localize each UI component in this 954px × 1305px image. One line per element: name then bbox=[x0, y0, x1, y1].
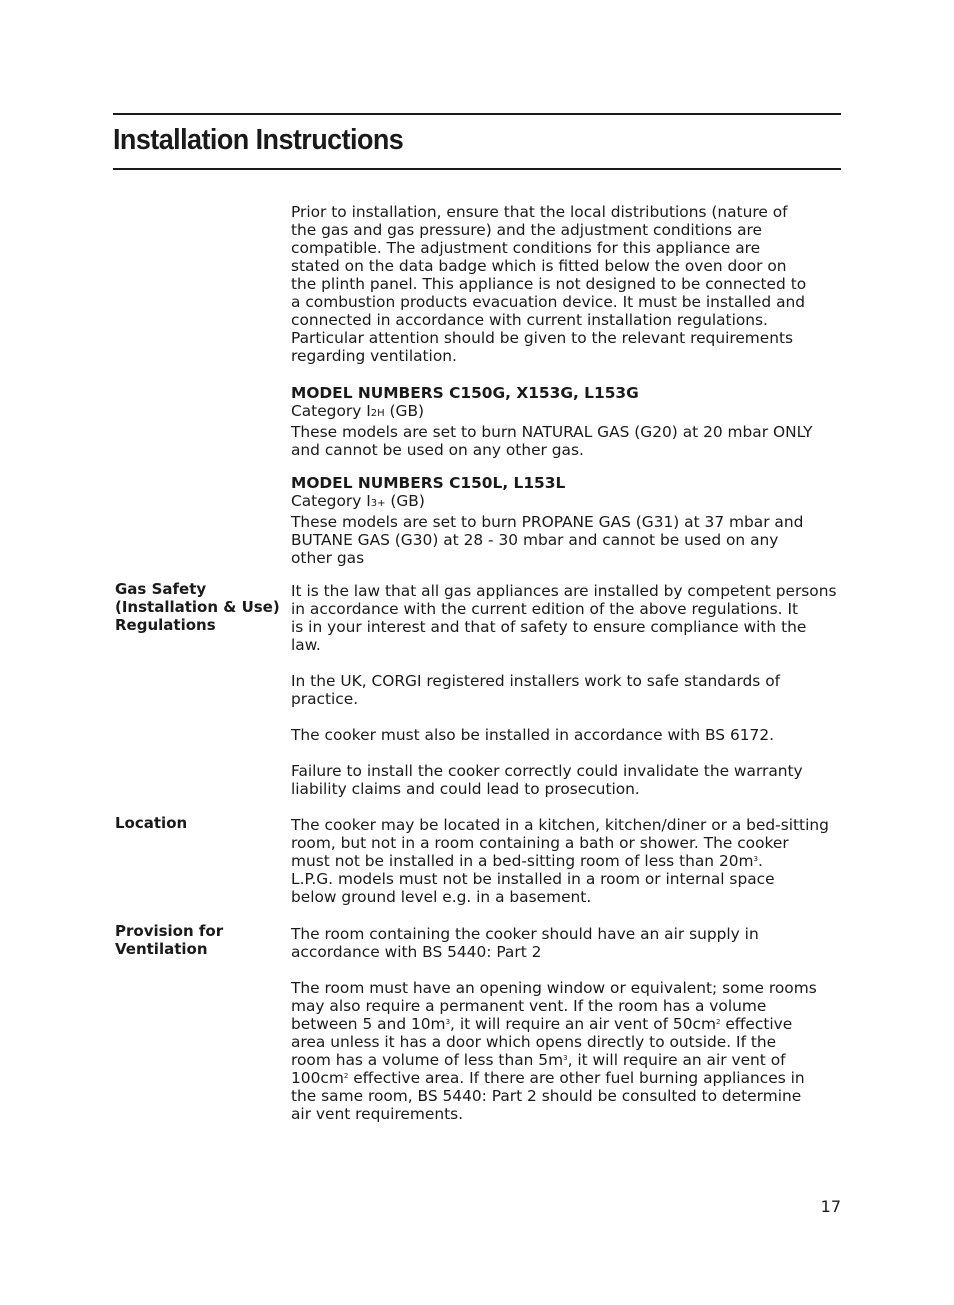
gas-safety-para-3 bbox=[291, 726, 843, 744]
page-title: Installation Instructions bbox=[113, 124, 404, 156]
category-prefix: Category I bbox=[291, 492, 371, 510]
text-line: other gas bbox=[291, 549, 365, 567]
text-line bbox=[291, 1069, 843, 1087]
category-prefix: Category I bbox=[291, 402, 371, 420]
text-line: stated on the data badge which is fitted below the oven door on bbox=[291, 257, 787, 275]
text-span: , it will require an air vent of bbox=[567, 1051, 786, 1069]
superscript: 3 bbox=[445, 1018, 451, 1026]
text-line: These models are set to burn NATURAL GAS (G20) at 20 mbar ONLY bbox=[291, 423, 813, 441]
text-span: , it will require an air vent of 50cm bbox=[450, 1015, 716, 1033]
category-suffix: (GB) bbox=[384, 402, 425, 420]
model-heading: MODEL NUMBERS C150G, X153G, L153G bbox=[291, 384, 639, 402]
section-label-ventilation bbox=[115, 922, 285, 958]
text-span: 100cm bbox=[291, 1069, 344, 1087]
category-subscript: 3+ bbox=[370, 498, 386, 509]
text-line: Prior to installation, ensure that the local distributions (nature of bbox=[291, 203, 788, 221]
text-line: compatible. The adjustment conditions for this appliance are bbox=[291, 239, 761, 257]
text-span: effective area. If there are other fuel burning appliances in bbox=[348, 1069, 805, 1087]
intro-paragraph bbox=[291, 203, 843, 365]
text-line: below ground level e.g. in a basement. bbox=[291, 888, 592, 906]
category-suffix: (GB) bbox=[385, 492, 425, 510]
text-line bbox=[291, 1015, 843, 1033]
text-line: Failure to install the cooker correctly could invalidate the warranty bbox=[291, 762, 803, 780]
category-line bbox=[291, 402, 843, 423]
superscript: 3 bbox=[753, 855, 758, 863]
gas-safety-para-1 bbox=[291, 582, 843, 654]
text-line: in accordance with the current edition of the above regulations. It bbox=[291, 600, 799, 618]
page-number: 17 bbox=[820, 1197, 841, 1216]
text-line: Particular attention should be given to the relevant requirements bbox=[291, 329, 794, 347]
superscript: 2 bbox=[715, 1018, 721, 1026]
text-line: may also require a permanent vent. If the room has a volume bbox=[291, 997, 767, 1015]
text-line: room, but not in a room containing a bath or shower. The cooker bbox=[291, 834, 789, 852]
header-bottom-rule bbox=[113, 168, 841, 170]
label-line: Gas Safety bbox=[115, 580, 207, 598]
text-line: connected in accordance with current installation regulations. bbox=[291, 311, 768, 329]
text-line: the same room, BS 5440: Part 2 should be consulted to determine bbox=[291, 1087, 802, 1105]
text-line bbox=[291, 1051, 843, 1069]
text-line: The room must have an opening window or equivalent; some rooms bbox=[291, 979, 817, 997]
text-span: between 5 and 10m bbox=[291, 1015, 446, 1033]
text-line: law. bbox=[291, 636, 321, 654]
label-line: Regulations bbox=[115, 616, 216, 634]
text-line: regarding ventilation. bbox=[291, 347, 457, 365]
text-line: is in your interest and that of safety to ensure compliance with the bbox=[291, 618, 807, 636]
text-line: The cooker may be located in a kitchen, kitchen/diner or a bed-sitting bbox=[291, 816, 829, 834]
category-line bbox=[291, 492, 843, 513]
text-line: air vent requirements. bbox=[291, 1105, 464, 1123]
model-natural-block bbox=[291, 384, 843, 459]
text-span: must not be installed in a bed-sitting room of less than 20m bbox=[291, 852, 754, 870]
text-line: The cooker must also be installed in accordance with BS 6172. bbox=[291, 726, 775, 744]
model-heading: MODEL NUMBERS C150L, L153L bbox=[291, 474, 566, 492]
text-line: the gas and gas pressure) and the adjustment conditions are bbox=[291, 221, 762, 239]
text-line: accordance with BS 5440: Part 2 bbox=[291, 943, 542, 961]
text-line: a combustion products evacuation device. It must be installed and bbox=[291, 293, 806, 311]
text-line: the plinth panel. This appliance is not designed to be connected to bbox=[291, 275, 807, 293]
text-line: liability claims and could lead to prosecution. bbox=[291, 780, 640, 798]
text-line bbox=[291, 852, 843, 870]
header-top-rule bbox=[113, 113, 841, 115]
text-line: and cannot be used on any other gas. bbox=[291, 441, 584, 459]
text-span: effective bbox=[720, 1015, 793, 1033]
text-line: BUTANE GAS (G30) at 28 - 30 mbar and cannot be used on any bbox=[291, 531, 779, 549]
superscript: 2 bbox=[343, 1072, 349, 1080]
text-line: practice. bbox=[291, 690, 359, 708]
text-span: room has a volume of less than 5m bbox=[291, 1051, 564, 1069]
superscript: 3 bbox=[563, 1054, 568, 1062]
text-line: L.P.G. models must not be installed in a room or internal space bbox=[291, 870, 775, 888]
text-line: These models are set to burn PROPANE GAS (G31) at 37 mbar and bbox=[291, 513, 804, 531]
label-line: Provision for bbox=[115, 922, 224, 940]
model-lpg-block bbox=[291, 474, 843, 567]
label-line: Ventilation bbox=[115, 940, 208, 958]
ventilation-para-2 bbox=[291, 979, 843, 1123]
ventilation-para-1 bbox=[291, 925, 843, 961]
gas-safety-para-2 bbox=[291, 672, 843, 708]
gas-safety-para-4 bbox=[291, 762, 843, 798]
label-line: (Installation & Use) bbox=[115, 598, 280, 616]
text-line: area unless it has a door which opens directly to outside. If the bbox=[291, 1033, 777, 1051]
text-line: It is the law that all gas appliances are installed by competent persons bbox=[291, 582, 837, 600]
category-subscript: 2H bbox=[370, 408, 385, 419]
text-line: The room containing the cooker should have an air supply in bbox=[291, 925, 759, 943]
section-label-gas-safety bbox=[115, 580, 285, 634]
text-line: In the UK, CORGI registered installers work to safe standards of bbox=[291, 672, 781, 690]
location-paragraph bbox=[291, 816, 843, 906]
text-span: . bbox=[758, 852, 763, 870]
section-label-location: Location bbox=[115, 814, 188, 832]
